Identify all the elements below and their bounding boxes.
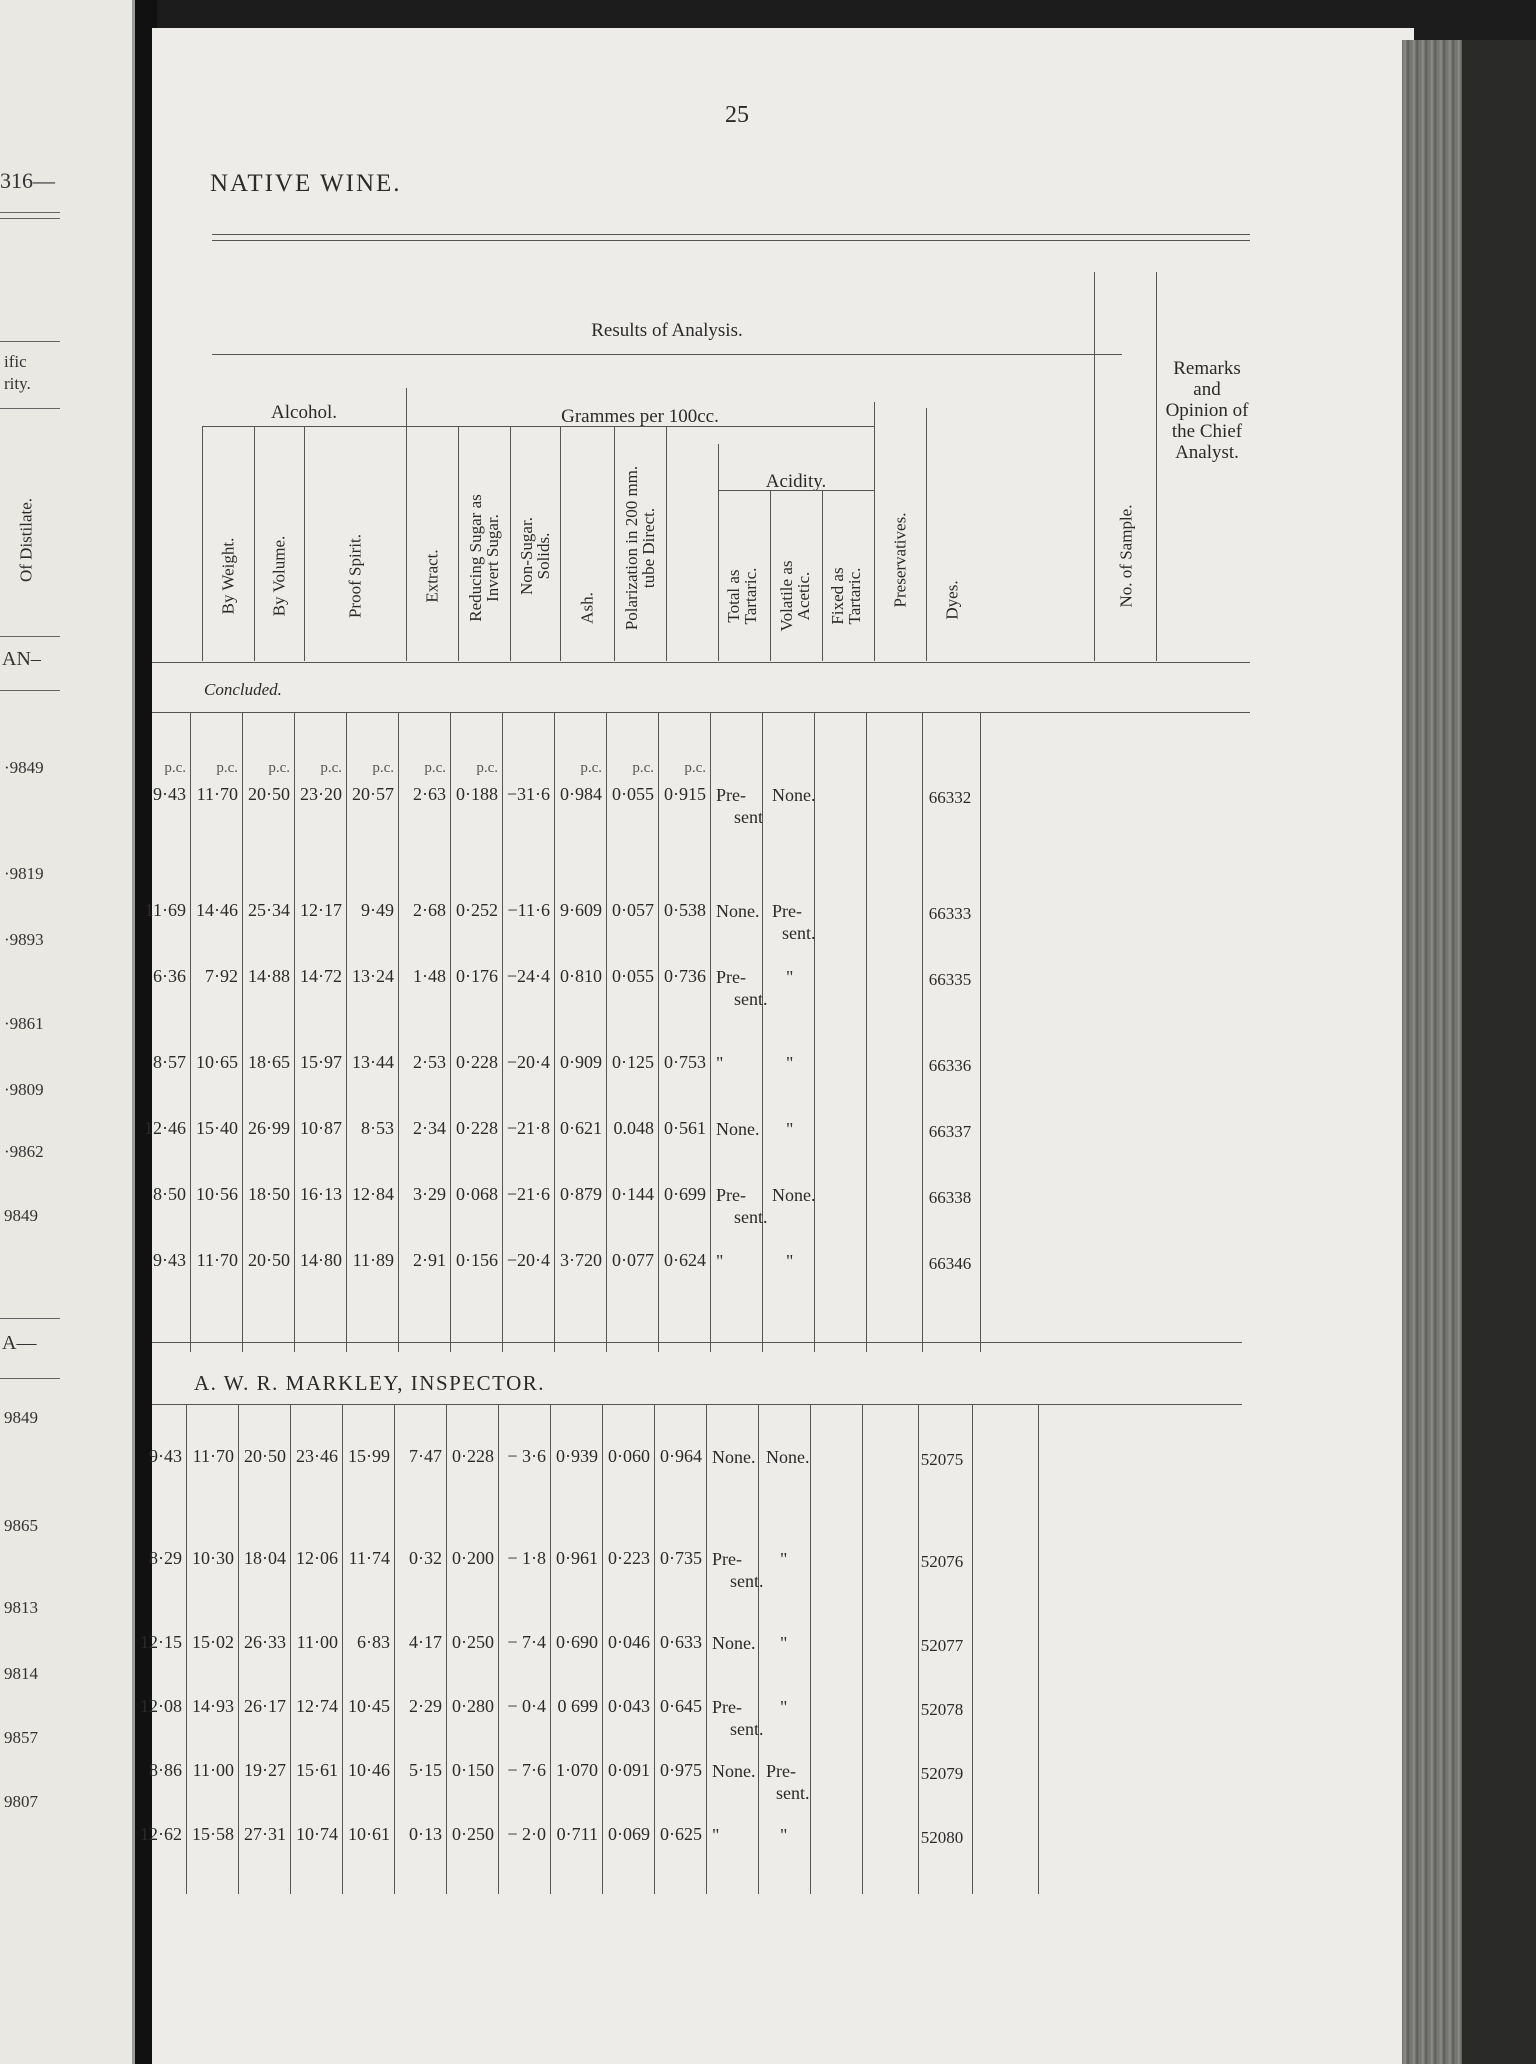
cell-fixed-acidity: 0·735 <box>660 1548 702 1568</box>
section-rule <box>152 1404 1242 1405</box>
cell-reducing-sugar: 11·89 <box>352 1250 394 1270</box>
cell-fixed-acidity: 0·561 <box>664 1118 706 1138</box>
cell-fixed-acidity: 0·975 <box>660 1760 702 1780</box>
cell-preservatives: Pre- <box>716 785 746 805</box>
cell-preservatives: sent <box>734 807 763 827</box>
cell-proof-spirit: 18·50 <box>248 1184 290 1204</box>
col-head-non-sugar-solids: Non-Sugar. Solids. <box>517 517 553 595</box>
header-vline <box>202 426 203 661</box>
cell-proof-spirit: 20·50 <box>248 1250 290 1270</box>
cell-proof-spirit: 19·27 <box>244 1760 286 1780</box>
cell-polarization: −11·6 <box>507 900 550 920</box>
unit-label: p.c. <box>216 760 238 776</box>
header-vline <box>874 402 875 661</box>
cell-fixed-acidity: 0·624 <box>664 1250 706 1270</box>
cell-preservatives: Pre- <box>712 1549 742 1569</box>
cell-reducing-sugar: 11·74 <box>348 1548 390 1568</box>
unit-label: p.c. <box>424 760 446 776</box>
col-head-ash: Ash. <box>577 592 597 624</box>
section-two-title: A. W. R. MARKLEY, INSPECTOR. <box>194 1371 546 1395</box>
cell-polarization: − 3·6 <box>507 1446 546 1466</box>
cell-by-volume: 10·65 <box>196 1052 238 1072</box>
cell-dyes: None. <box>772 785 816 805</box>
cell-total-acidity: 0·984 <box>560 784 602 804</box>
header-vline <box>770 490 771 661</box>
cell-by-weight: 9·43 <box>153 784 186 804</box>
unit-label: p.c. <box>476 760 498 776</box>
cell-extract: 23·46 <box>296 1446 338 1466</box>
cell-fixed-acidity: 0·699 <box>664 1184 706 1204</box>
facing-page-section-mark: AN– <box>2 648 41 670</box>
book-cover-edge <box>1462 40 1536 2064</box>
cell-total-acidity: 0·879 <box>560 1184 602 1204</box>
unit-label: p.c. <box>580 760 602 776</box>
cell-polarization: − 7·4 <box>507 1632 546 1652</box>
cell-dyes: " <box>786 1251 794 1271</box>
cell-dyes: sent. <box>782 923 816 943</box>
cell-non-sugar-solids: 2·68 <box>413 900 446 920</box>
cell-preservatives: Pre- <box>712 1697 742 1717</box>
cell-fixed-acidity: 0·625 <box>660 1824 702 1844</box>
cell-polarization: −20·4 <box>506 1250 550 1270</box>
cell-by-weight: 12·62 <box>140 1824 182 1844</box>
cell-reducing-sugar: 10·46 <box>348 1760 390 1780</box>
cell-reducing-sugar: 6·83 <box>357 1632 390 1652</box>
cell-by-volume: 11·70 <box>196 1250 238 1270</box>
cell-sample-no: 66333 <box>928 904 972 923</box>
cell-volatile-acidity: 0·069 <box>608 1824 650 1844</box>
alcohol-heading: Alcohol. <box>271 402 337 423</box>
cell-proof-spirit: 18·04 <box>244 1548 286 1568</box>
cell-non-sugar-solids: 2·29 <box>409 1696 442 1716</box>
col-head-fixed-tartaric: Fixed as Tartaric. <box>828 567 864 625</box>
col-head-by-volume: By Volume. <box>269 535 289 617</box>
cell-preservatives: None. <box>712 1633 756 1653</box>
cell-ash: 0·228 <box>452 1446 494 1466</box>
page-title: NATIVE WINE. <box>210 170 402 197</box>
cell-extract: 14·72 <box>300 966 342 986</box>
cell-preservatives: None. <box>716 901 760 921</box>
cell-by-volume: 11·70 <box>196 784 238 804</box>
cell-by-volume: 7·92 <box>205 966 238 986</box>
cell-by-volume: 14·46 <box>196 900 238 920</box>
header-vline <box>560 426 561 661</box>
facing-page-col-head: rity. <box>4 374 31 393</box>
cell-extract: 10·87 <box>300 1118 342 1138</box>
table-top-rule <box>212 240 1250 241</box>
cell-by-weight: 8·57 <box>153 1052 186 1072</box>
cell-dyes: " <box>786 1119 794 1139</box>
cell-sample-no: 66336 <box>928 1056 972 1075</box>
cell-sample-no: 52079 <box>920 1764 964 1783</box>
cell-non-sugar-solids: 7·47 <box>409 1446 442 1466</box>
cell-polarization: − 7·6 <box>507 1760 546 1780</box>
table-top-rule <box>212 234 1250 235</box>
header-vline <box>304 426 305 661</box>
cell-preservatives: " <box>716 1053 724 1073</box>
cell-extract: 15·61 <box>296 1760 338 1780</box>
cell-dyes: " <box>786 1053 794 1073</box>
cell-ash: 0·200 <box>452 1548 494 1568</box>
cell-ash: 0·280 <box>452 1696 494 1716</box>
cell-by-volume: 15·02 <box>192 1632 234 1652</box>
col-head-preservatives: Preservatives. <box>890 512 910 608</box>
col-head-dyes: Dyes. <box>942 580 962 620</box>
facing-page-rule <box>0 212 60 213</box>
cell-volatile-acidity: 0·055 <box>612 966 654 986</box>
page <box>140 28 1414 2064</box>
col-head-sample-no: No. of Sample. <box>1116 504 1136 608</box>
header-vline <box>406 388 407 661</box>
cell-total-acidity: 0 699 <box>557 1696 598 1716</box>
facing-page-value: ·9849 <box>4 758 44 777</box>
cell-total-acidity: 0·939 <box>556 1446 598 1466</box>
facing-page-rule <box>0 341 60 342</box>
cell-non-sugar-solids: 2·34 <box>413 1118 446 1138</box>
facing-page-value: 9807 <box>4 1792 38 1811</box>
cell-proof-spirit: 14·88 <box>248 966 290 986</box>
cell-by-weight: 12·15 <box>140 1632 182 1652</box>
body-vline <box>866 712 867 1352</box>
body-vline <box>1038 1404 1039 1894</box>
facing-page-value: 9857 <box>4 1728 38 1747</box>
cell-preservatives: None. <box>712 1761 756 1781</box>
cell-by-weight: 12·46 <box>144 1118 186 1138</box>
cell-polarization: − 1·8 <box>507 1548 546 1568</box>
cell-sample-no: 66338 <box>928 1188 972 1207</box>
cell-preservatives: Pre- <box>716 967 746 987</box>
cell-dyes: " <box>780 1549 788 1569</box>
cell-fixed-acidity: 0·753 <box>664 1052 706 1072</box>
cell-polarization: −20·4 <box>506 1052 550 1072</box>
cell-reducing-sugar: 9·49 <box>361 900 394 920</box>
cell-non-sugar-solids: 2·53 <box>413 1052 446 1072</box>
cell-volatile-acidity: 0·077 <box>612 1250 654 1270</box>
header-vline <box>458 426 459 661</box>
cell-ash: 0·228 <box>456 1052 498 1072</box>
facing-page-value: ·9861 <box>4 1014 44 1033</box>
cell-dyes: sent. <box>776 1783 810 1803</box>
cell-total-acidity: 0·810 <box>560 966 602 986</box>
cell-sample-no: 66335 <box>928 970 972 989</box>
cell-extract: 11·00 <box>296 1632 338 1652</box>
cell-ash: 0·156 <box>456 1250 498 1270</box>
cell-by-weight: 9·43 <box>149 1446 182 1466</box>
cell-preservatives: " <box>716 1251 724 1271</box>
col-head-reducing-sugar: Reducing Sugar as Invert Sugar. <box>466 494 502 622</box>
section-rule <box>152 712 1250 713</box>
header-bottom-rule <box>152 662 1250 663</box>
facing-page-value: ·9809 <box>4 1080 44 1099</box>
cell-by-volume: 11·70 <box>192 1446 234 1466</box>
cell-fixed-acidity: 0·645 <box>660 1696 702 1716</box>
cell-sample-no: 52076 <box>920 1552 964 1571</box>
cell-by-volume: 10·56 <box>196 1184 238 1204</box>
cell-proof-spirit: 20·50 <box>244 1446 286 1466</box>
cell-reducing-sugar: 13·24 <box>352 966 394 986</box>
cell-preservatives: sent. <box>734 989 768 1009</box>
cell-by-volume: 15·40 <box>196 1118 238 1138</box>
unit-label: p.c. <box>164 760 186 776</box>
cell-dyes: None. <box>772 1185 816 1205</box>
cell-sample-no: 52078 <box>920 1700 964 1719</box>
facing-page-fragment <box>0 0 135 2064</box>
facing-page-rule <box>0 1378 60 1379</box>
cell-polarization: −21·8 <box>506 1118 550 1138</box>
cell-volatile-acidity: 0·223 <box>608 1548 650 1568</box>
cell-reducing-sugar: 10·45 <box>348 1696 390 1716</box>
facing-page-rule <box>0 408 60 409</box>
cell-volatile-acidity: 0.048 <box>613 1118 654 1138</box>
cell-ash: 0·252 <box>456 900 498 920</box>
cell-volatile-acidity: 0·060 <box>608 1446 650 1466</box>
cell-sample-no: 66346 <box>928 1254 972 1273</box>
facing-page-value: 9814 <box>4 1664 38 1683</box>
col-head-total-tartaric: Total as Tartaric. <box>724 567 760 625</box>
cell-by-weight: 12·08 <box>140 1696 182 1716</box>
body-vline <box>758 1404 759 1894</box>
cell-reducing-sugar: 13·44 <box>352 1052 394 1072</box>
facing-page-section-mark: A— <box>2 1332 37 1354</box>
facing-page-rule <box>0 1318 60 1319</box>
facing-page-value: ·9819 <box>4 864 44 883</box>
cell-non-sugar-solids: 2·91 <box>413 1250 446 1270</box>
body-vline <box>862 1404 863 1894</box>
cell-sample-no: 52075 <box>920 1450 964 1469</box>
cell-preservatives: Pre- <box>716 1185 746 1205</box>
cell-dyes: " <box>780 1633 788 1653</box>
header-vline <box>1156 272 1157 661</box>
cell-polarization: − 2·0 <box>507 1824 546 1844</box>
cell-reducing-sugar: 12·84 <box>352 1184 394 1204</box>
header-rule <box>212 354 1122 355</box>
body-vline <box>810 1404 811 1894</box>
cell-proof-spirit: 25·34 <box>248 900 290 920</box>
cell-extract: 15·97 <box>300 1052 342 1072</box>
cell-non-sugar-solids: 3·29 <box>413 1184 446 1204</box>
cell-extract: 23·20 <box>300 784 342 804</box>
facing-page-col-head: ific <box>4 352 27 371</box>
cell-extract: 14·80 <box>300 1250 342 1270</box>
header-vline <box>666 426 667 661</box>
cell-dyes: Pre- <box>766 1761 796 1781</box>
cell-extract: 12·06 <box>296 1548 338 1568</box>
cell-preservatives: sent. <box>734 1207 768 1227</box>
cell-preservatives: sent. <box>730 1571 764 1591</box>
facing-page-rotated-head: Of Distilate. <box>16 497 36 583</box>
cell-volatile-acidity: 0·091 <box>608 1760 650 1780</box>
facing-page-rule <box>0 218 60 219</box>
cell-fixed-acidity: 0·964 <box>660 1446 702 1466</box>
header-vline <box>614 426 615 661</box>
cell-non-sugar-solids: 0·32 <box>409 1548 442 1568</box>
cell-ash: 0·176 <box>456 966 498 986</box>
cell-fixed-acidity: 0·538 <box>664 900 706 920</box>
header-vline <box>822 490 823 661</box>
cell-fixed-acidity: 0·736 <box>664 966 706 986</box>
cell-volatile-acidity: 0·055 <box>612 784 654 804</box>
cell-sample-no: 52080 <box>920 1828 964 1847</box>
header-vline <box>510 426 511 661</box>
col-head-by-weight: By Weight. <box>218 537 238 615</box>
cell-preservatives: None. <box>712 1447 756 1467</box>
unit-label: p.c. <box>320 760 342 776</box>
facing-page-value: ·9862 <box>4 1142 44 1161</box>
cell-volatile-acidity: 0·046 <box>608 1632 650 1652</box>
cell-by-weight: 9·43 <box>153 1250 186 1270</box>
cell-dyes: " <box>786 967 794 987</box>
header-rule <box>406 426 874 427</box>
page-number: 25 <box>725 102 749 128</box>
cell-proof-spirit: 26·99 <box>248 1118 290 1138</box>
cell-by-weight: 8·86 <box>149 1760 182 1780</box>
cell-dyes: None. <box>766 1447 810 1467</box>
cell-by-volume: 11·00 <box>192 1760 234 1780</box>
cell-proof-spirit: 26·33 <box>244 1632 286 1652</box>
header-vline <box>926 408 927 661</box>
cell-dyes: " <box>780 1697 788 1717</box>
cell-polarization: − 0·4 <box>507 1696 546 1716</box>
facing-page-value: 9849 <box>4 1206 38 1225</box>
cell-non-sugar-solids: 2·63 <box>413 784 446 804</box>
cell-by-weight: 11·69 <box>144 900 186 920</box>
cell-polarization: −21·6 <box>506 1184 550 1204</box>
cell-total-acidity: 0·621 <box>560 1118 602 1138</box>
cell-proof-spirit: 18·65 <box>248 1052 290 1072</box>
cell-by-volume: 14·93 <box>192 1696 234 1716</box>
facing-page-header: 316— <box>0 168 55 193</box>
facing-page-rule <box>0 690 60 691</box>
cell-sample-no: 66332 <box>928 788 972 807</box>
cell-polarization: −31·6 <box>506 784 550 804</box>
cell-total-acidity: 0·711 <box>556 1824 598 1844</box>
facing-page-value: 9849 <box>4 1408 38 1427</box>
cell-reducing-sugar: 20·57 <box>352 784 394 804</box>
cell-ash: 0·228 <box>456 1118 498 1138</box>
body-vline <box>710 712 711 1352</box>
cell-ash: 0·068 <box>456 1184 498 1204</box>
header-vline <box>254 426 255 661</box>
facing-page-value: 9865 <box>4 1516 38 1535</box>
cell-extract: 10·74 <box>296 1824 338 1844</box>
facing-page-value: ·9893 <box>4 930 44 949</box>
cell-total-acidity: 0·909 <box>560 1052 602 1072</box>
cell-dyes: Pre- <box>772 901 802 921</box>
cell-extract: 16·13 <box>300 1184 342 1204</box>
facing-page-value: 9813 <box>4 1598 38 1617</box>
cell-volatile-acidity: 0·125 <box>612 1052 654 1072</box>
cell-proof-spirit: 20·50 <box>248 784 290 804</box>
cell-reducing-sugar: 10·61 <box>348 1824 390 1844</box>
cell-proof-spirit: 27·31 <box>244 1824 286 1844</box>
cell-ash: 0·250 <box>452 1824 494 1844</box>
body-vline <box>706 1404 707 1894</box>
cell-total-acidity: 9·609 <box>560 900 602 920</box>
cell-ash: 0·250 <box>452 1632 494 1652</box>
cell-dyes: " <box>780 1825 788 1845</box>
cell-extract: 12·17 <box>300 900 342 920</box>
cell-by-weight: 8·29 <box>149 1548 182 1568</box>
col-head-proof-spirit: Proof Spirit. <box>345 533 365 619</box>
cell-volatile-acidity: 0·043 <box>608 1696 650 1716</box>
cell-reducing-sugar: 15·99 <box>348 1446 390 1466</box>
cell-total-acidity: 0·961 <box>556 1548 598 1568</box>
unit-label: p.c. <box>268 760 290 776</box>
col-head-extract: Extract. <box>422 549 442 603</box>
cell-reducing-sugar: 8·53 <box>361 1118 394 1138</box>
body-vline <box>980 712 981 1352</box>
cell-preservatives: None. <box>716 1119 760 1139</box>
cell-non-sugar-solids: 0·13 <box>409 1824 442 1844</box>
cell-total-acidity: 0·690 <box>556 1632 598 1652</box>
cell-by-weight: 6·36 <box>153 966 186 986</box>
body-vline <box>972 1404 973 1894</box>
cell-total-acidity: 3·720 <box>560 1250 602 1270</box>
col-head-volatile-acetic: Volatile as Acetic. <box>777 560 813 632</box>
concluded-label: Concluded. <box>204 680 282 699</box>
cell-by-weight: 8·50 <box>153 1184 186 1204</box>
cell-ash: 0·150 <box>452 1760 494 1780</box>
cell-by-volume: 10·30 <box>192 1548 234 1568</box>
header-rule <box>718 490 874 491</box>
remarks-heading: Remarks and Opinion of the Chief Analyst. <box>1165 358 1249 463</box>
cell-sample-no: 66337 <box>928 1122 972 1141</box>
cell-total-acidity: 1·070 <box>556 1760 598 1780</box>
cell-extract: 12·74 <box>296 1696 338 1716</box>
cell-sample-no: 52077 <box>920 1636 964 1655</box>
col-head-polarization: Polarization in 200 mm. tube Direct. <box>622 465 658 631</box>
section-rule <box>152 1342 1242 1343</box>
results-heading: Results of Analysis. <box>591 320 743 341</box>
cell-polarization: −24·4 <box>506 966 550 986</box>
cell-proof-spirit: 26·17 <box>244 1696 286 1716</box>
grammes-heading: Grammes per 100cc. <box>561 406 719 427</box>
acidity-heading: Acidity. <box>765 471 827 492</box>
cell-fixed-acidity: 0·633 <box>660 1632 702 1652</box>
cell-preservatives: " <box>712 1825 720 1845</box>
cell-by-volume: 15·58 <box>192 1824 234 1844</box>
header-vline <box>718 444 719 661</box>
cell-ash: 0·188 <box>456 784 498 804</box>
cell-volatile-acidity: 0·144 <box>612 1184 654 1204</box>
unit-label: p.c. <box>372 760 394 776</box>
facing-page-rule <box>0 636 60 637</box>
cell-volatile-acidity: 0·057 <box>612 900 654 920</box>
cell-preservatives: sent. <box>730 1719 764 1739</box>
cell-non-sugar-solids: 5·15 <box>409 1760 442 1780</box>
cell-fixed-acidity: 0·915 <box>664 784 706 804</box>
unit-label: p.c. <box>684 760 706 776</box>
body-vline <box>814 712 815 1352</box>
header-vline <box>1094 272 1095 661</box>
cell-non-sugar-solids: 4·17 <box>409 1632 442 1652</box>
cell-non-sugar-solids: 1·48 <box>413 966 446 986</box>
unit-label: p.c. <box>632 760 654 776</box>
